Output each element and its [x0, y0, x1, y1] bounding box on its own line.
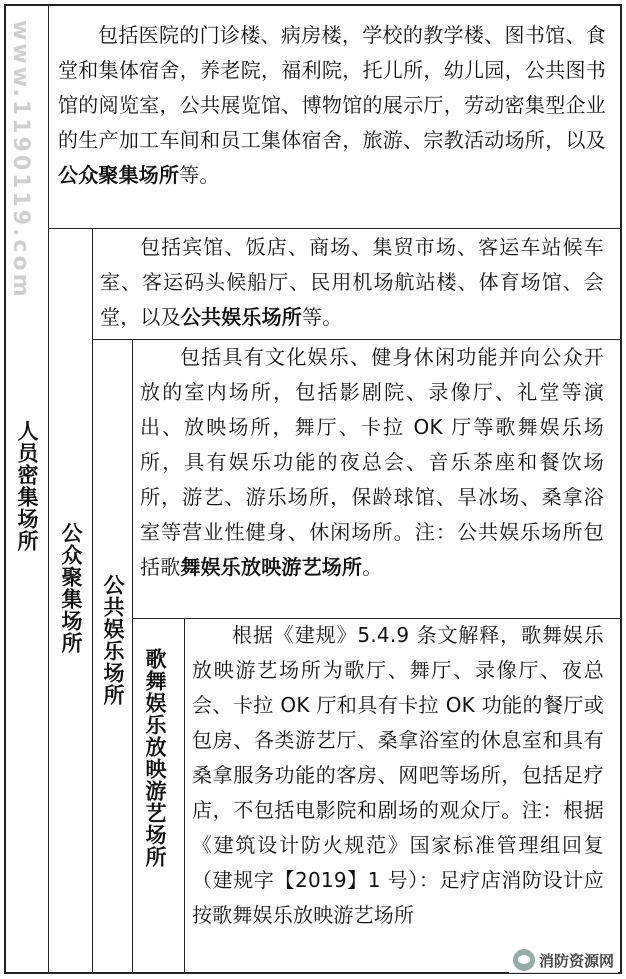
- p2-bold: 公共娱乐场所: [180, 305, 303, 329]
- paragraph-2: [100, 230, 604, 335]
- p3-text: 包括具有文化娱乐、健身休闲功能并向公众开放的室内场所，包括影剧院、录像厅、礼堂等演出、放映场所，舞厅、卡拉 OK 厅等歌舞娱乐场所，具有娱乐功能的夜总会、音乐茶座和餐饮场所，游艺、游乐场所，保龄球馆、旱冰场、桑拿浴室等营业性健身、休闲场所。注：公共娱乐场所包括歌: [140, 345, 604, 579]
- wechat-icon: [513, 949, 535, 971]
- label-gonggong-yule: 公共娱乐场所: [101, 574, 125, 706]
- label-gewu-yule: 歌舞娱乐放映游艺场所: [143, 648, 167, 868]
- p4-text: 根据《建规》5.4.9 条文解释，歌舞娱乐放映游艺场所为歌厅、舞厅、录像厅、夜总会、卡拉 OK 厅和具有卡拉 OK 功能的餐厅或包房、各类游艺厅、桑拿浴室的休息室和具有桑拿服务功能的客房、网吧等场所，包括足疗店，不包括电影院和剧场的观众厅。注：根据《建筑设计防火规范》国家标准管理组回复（建规字【2019】1 号）：足疗店消防设计应按歌舞娱乐放映游艺场所: [192, 623, 604, 927]
- paragraph-4: [192, 618, 604, 933]
- p1-bold: 公众聚集场所: [58, 163, 180, 187]
- p1-tail: 等。: [179, 163, 220, 187]
- source-logo: [509, 947, 618, 973]
- row1-divider: [48, 228, 620, 229]
- col3-divider: [132, 339, 133, 972]
- label-gongzhong-juji: 公众聚集场所: [59, 522, 83, 654]
- watermark-text: www.1190119.com: [8, 20, 33, 300]
- p2-tail: 等。: [302, 305, 343, 329]
- logo-text: 消防资源网: [538, 951, 614, 970]
- p3-tail: 。: [362, 555, 383, 579]
- col1-divider: [48, 6, 49, 972]
- paragraph-3: [140, 340, 604, 585]
- label-renyuan-miji: 人员密集场所: [15, 420, 39, 552]
- col4-divider: [184, 618, 185, 972]
- p1-text: 包括医院的门诊楼、病房楼，学校的教学楼、图书馆、食堂和集体宿舍，养老院，福利院，托儿所，幼儿园，公共图书馆的阅览室，公共展览馆、博物馆的展示厅，劳动密集型企业的生产加工车间和员工集体宿舍，旅游、宗教活动场所，以及: [58, 23, 606, 152]
- paragraph-1: [58, 18, 606, 193]
- p2-text: 包括宾馆、饭店、商场、集贸市场、客运车站候车室、客运码头候船厅、民用机场航站楼、体育场馆、会堂，以及: [100, 235, 604, 329]
- p3-bold: 舞娱乐放映游艺场所: [180, 555, 363, 579]
